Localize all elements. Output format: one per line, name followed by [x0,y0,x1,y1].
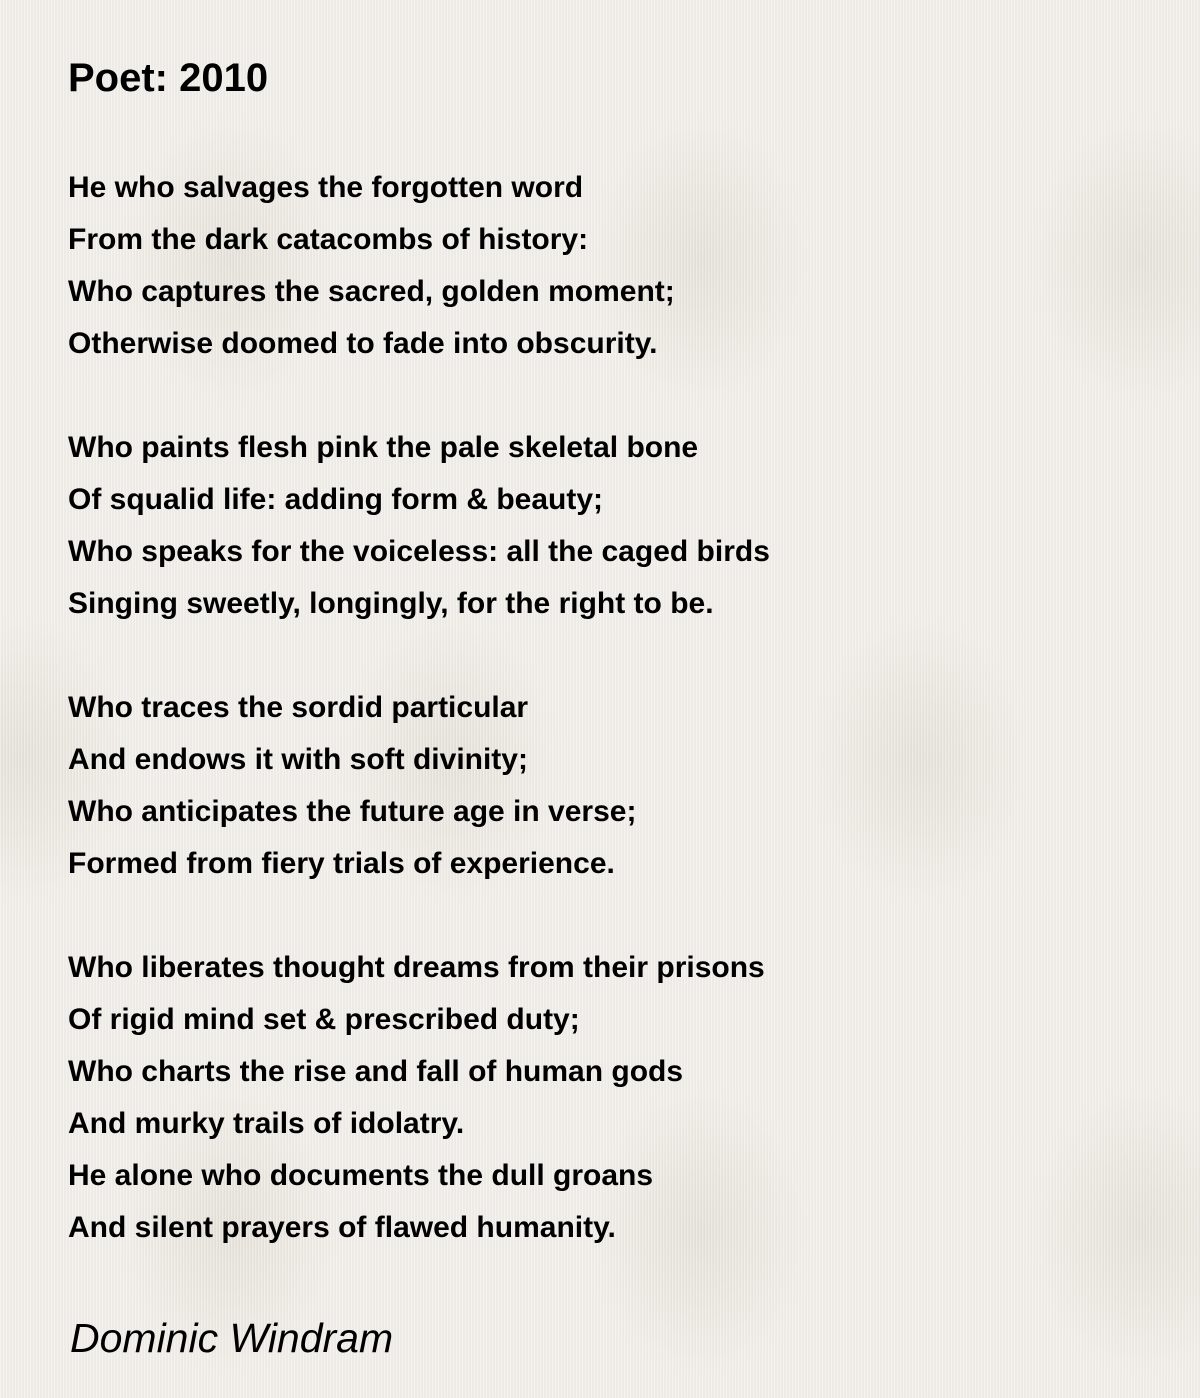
poem-line: Who paints flesh pink the pale skeletal bone [68,431,699,464]
poem-line: Who anticipates the future age in verse; [68,795,637,828]
poem-page [68,52,1148,1364]
poem-line: Of rigid mind set & prescribed duty; [68,1003,580,1036]
poem-line: Who liberates thought dreams from their prisons [68,951,765,984]
poem-line: He alone who documents the dull groans [68,1159,654,1192]
poem-line: And murky trails of idolatry. [68,1107,465,1140]
poem-line: Who captures the sacred, golden moment; [68,275,675,308]
poem-author: Dominic Windram [70,1315,394,1361]
poem-line: Who charts the rise and fall of human gods [68,1055,684,1088]
poem-line: And endows it with soft divinity; [68,743,528,776]
poem-line: Formed from fiery trials of experience. [68,847,615,880]
poem-line: And silent prayers of flawed humanity. [68,1211,616,1244]
poem-line: Who speaks for the voiceless: all the caged birds [68,535,770,568]
poem-line: Of squalid life: adding form & beauty; [68,483,604,516]
poem-line: Otherwise doomed to fade into obscurity. [68,327,658,360]
poem-line: From the dark catacombs of history: [68,223,589,256]
stanza-2 [68,422,1148,630]
poem-line: Who traces the sordid particular [68,691,529,724]
poem-line: He who salvages the forgotten word [68,171,584,204]
stanza-1 [68,162,1148,370]
poem-line: Singing sweetly, longingly, for the right to be. [68,587,714,620]
poem-title: Poet: 2010 [68,56,269,100]
stanza-3 [68,682,1148,890]
stanza-4 [68,942,1148,1254]
